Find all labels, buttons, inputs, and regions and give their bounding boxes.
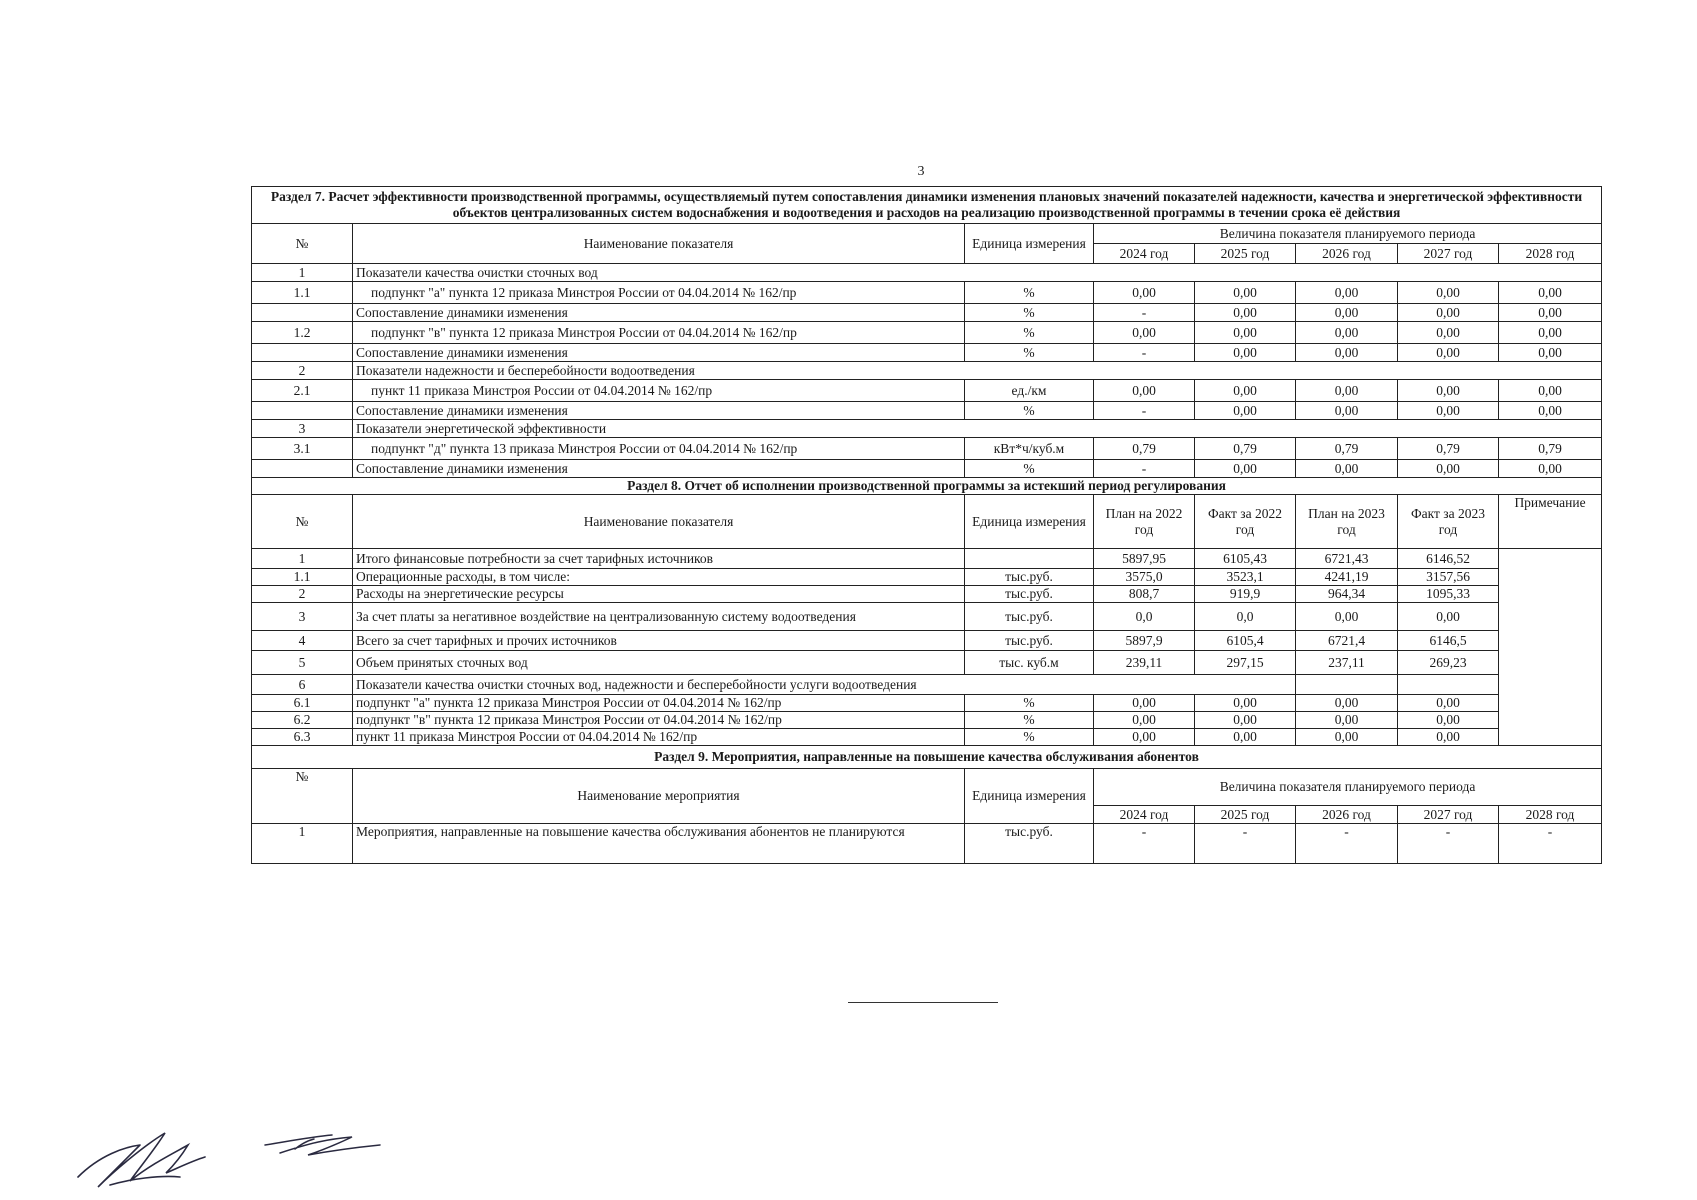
value-cell: 0,00 xyxy=(1195,695,1296,712)
row-number: 3.1 xyxy=(252,438,353,460)
section9-year-2027: 2027 год xyxy=(1398,806,1499,824)
unit-cell: % xyxy=(965,695,1094,712)
section7-row xyxy=(252,420,1602,438)
section8-row xyxy=(252,695,1602,712)
value-cell: 0,00 xyxy=(1398,380,1499,402)
unit-cell: тыс.руб. xyxy=(965,603,1094,631)
value-cell: 239,11 xyxy=(1094,651,1195,675)
value-cell: 0,00 xyxy=(1398,460,1499,478)
value-cell: 0,00 xyxy=(1094,282,1195,304)
section8-row xyxy=(252,549,1602,569)
value-cell: 0,00 xyxy=(1195,712,1296,729)
value-cell: 0,79 xyxy=(1094,438,1195,460)
value-cell: 0,00 xyxy=(1195,322,1296,344)
section8-row xyxy=(252,651,1602,675)
row-number: 1.2 xyxy=(252,322,353,344)
value-cell: - xyxy=(1094,402,1195,420)
section7-row xyxy=(252,264,1602,282)
row-number xyxy=(252,402,353,420)
section8-col-unit: Единица измерения xyxy=(965,495,1094,549)
value-cell: - xyxy=(1094,460,1195,478)
value-cell: 4241,19 xyxy=(1296,569,1398,586)
value-cell: 6105,4 xyxy=(1195,631,1296,651)
unit-cell: % xyxy=(965,304,1094,322)
value-cell: 0,00 xyxy=(1499,304,1602,322)
measure-name: Мероприятия, направленные на повышение качества обслуживания абонентов не планируются xyxy=(353,824,965,864)
value-cell: - xyxy=(1094,824,1195,864)
value-cell: 0,00 xyxy=(1094,380,1195,402)
value-cell: 0,00 xyxy=(1398,402,1499,420)
signature-2 xyxy=(265,1135,380,1155)
section7-title: Раздел 7. Расчет эффективности производственной программы, осуществляемый путем сопоставления динамики изменения плановых значений показателей надежности, качества и энергетической эффективности объектов централизованных систем водоснабжения и водоотведения и расходов на реализацию производственной программы в течении срока её действия xyxy=(252,187,1602,224)
section8-col-plan2022: План на 2022 год xyxy=(1094,495,1195,549)
value-cell: 0,00 xyxy=(1499,380,1602,402)
section9-col-num: № xyxy=(252,769,353,824)
row-number xyxy=(252,304,353,322)
value-cell: 297,15 xyxy=(1195,651,1296,675)
section9-title: Раздел 9. Мероприятия, направленные на повышение качества обслуживания абонентов xyxy=(252,746,1602,769)
value-cell: 0,0 xyxy=(1195,603,1296,631)
value-cell: 3523,1 xyxy=(1195,569,1296,586)
value-cell: 0,00 xyxy=(1195,729,1296,746)
value-cell: 0,00 xyxy=(1195,282,1296,304)
section7-col-unit: Единица измерения xyxy=(965,224,1094,264)
row-number: 6.3 xyxy=(252,729,353,746)
row-number: 6.1 xyxy=(252,695,353,712)
indicator-name: Сопоставление динамики изменения xyxy=(353,402,965,420)
section7-col-num: № xyxy=(252,224,353,264)
value-cell: 0,00 xyxy=(1398,695,1499,712)
unit-cell: тыс.руб. xyxy=(965,631,1094,651)
unit-cell: % xyxy=(965,402,1094,420)
value-cell: 0,79 xyxy=(1296,438,1398,460)
section9-col-unit: Единица измерения xyxy=(965,769,1094,824)
section8-title: Раздел 8. Отчет об исполнении производственной программы за истекший период регулирования xyxy=(252,478,1602,495)
value-cell: 6146,5 xyxy=(1398,631,1499,651)
value-cell: 3157,56 xyxy=(1398,569,1499,586)
value-cell: - xyxy=(1094,304,1195,322)
value-cell: 237,11 xyxy=(1296,651,1398,675)
value-cell: 919,9 xyxy=(1195,586,1296,603)
empty-cell xyxy=(1398,675,1499,695)
indicator-name: подпункт "в" пункта 12 приказа Минстроя России от 04.04.2014 № 162/пр xyxy=(353,712,965,729)
value-cell: 0,00 xyxy=(1398,322,1499,344)
section7-row xyxy=(252,344,1602,362)
value-cell: 6721,43 xyxy=(1296,549,1398,569)
section9-col-name: Наименование мероприятия xyxy=(353,769,965,824)
row-number: 5 xyxy=(252,651,353,675)
section8-col-fact2023: Факт за 2023 год xyxy=(1398,495,1499,549)
section8-table xyxy=(252,478,1602,746)
unit-cell: тыс.руб. xyxy=(965,586,1094,603)
indicator-name: пункт 11 приказа Минстроя России от 04.04.2014 № 162/пр xyxy=(353,729,965,746)
section8-row xyxy=(252,675,1602,695)
unit-cell: % xyxy=(965,729,1094,746)
value-cell: 5897,95 xyxy=(1094,549,1195,569)
section8-row xyxy=(252,586,1602,603)
section7-row xyxy=(252,304,1602,322)
section8-col-fact2022: Факт за 2022 год xyxy=(1195,495,1296,549)
value-cell: 0,00 xyxy=(1296,344,1398,362)
unit-cell: тыс. куб.м xyxy=(965,651,1094,675)
value-cell: 0,00 xyxy=(1195,460,1296,478)
value-cell: 0,00 xyxy=(1398,304,1499,322)
indicator-name: подпункт "а" пункта 12 приказа Минстроя России от 04.04.2014 № 162/пр xyxy=(353,695,965,712)
unit-cell: кВт*ч/куб.м xyxy=(965,438,1094,460)
section9-year-2028: 2028 год xyxy=(1499,806,1602,824)
value-cell: 0,00 xyxy=(1094,729,1195,746)
value-cell: 0,79 xyxy=(1398,438,1499,460)
row-number: 6.2 xyxy=(252,712,353,729)
indicator-name: Операционные расходы, в том числе: xyxy=(353,569,965,586)
section8-row xyxy=(252,712,1602,729)
section7-row xyxy=(252,438,1602,460)
value-cell: 0,00 xyxy=(1499,460,1602,478)
section7-row xyxy=(252,282,1602,304)
value-cell: 0,00 xyxy=(1499,282,1602,304)
value-cell: - xyxy=(1296,824,1398,864)
section7-year-2024: 2024 год xyxy=(1094,244,1195,264)
section7-col-period: Величина показателя планируемого периода xyxy=(1094,224,1602,244)
section8-col-name: Наименование показателя xyxy=(353,495,965,549)
value-cell: 0,79 xyxy=(1195,438,1296,460)
value-cell: 0,00 xyxy=(1094,322,1195,344)
section8-col-plan2023: План на 2023 год xyxy=(1296,495,1398,549)
note-cell xyxy=(1499,549,1602,746)
indicator-name: подпункт "д" пункта 13 приказа Минстроя России от 04.04.2014 № 162/пр xyxy=(353,438,965,460)
section7-row xyxy=(252,460,1602,478)
section7-row xyxy=(252,322,1602,344)
section8-row xyxy=(252,603,1602,631)
section8-header-row xyxy=(252,495,1602,549)
indicator-name: Расходы на энергетические ресурсы xyxy=(353,586,965,603)
value-cell: - xyxy=(1398,824,1499,864)
indicator-name: За счет платы за негативное воздействие на централизованную систему водоотведения xyxy=(353,603,965,631)
unit-cell: % xyxy=(965,712,1094,729)
value-cell: 0,00 xyxy=(1296,282,1398,304)
value-cell: 0,00 xyxy=(1094,712,1195,729)
value-cell: 0,00 xyxy=(1094,695,1195,712)
indicator-group-name: Показатели энергетической эффективности xyxy=(353,420,1602,438)
section8-row xyxy=(252,631,1602,651)
value-cell: 0,0 xyxy=(1094,603,1195,631)
section8-row xyxy=(252,729,1602,746)
empty-cell xyxy=(1296,675,1398,695)
unit-cell: % xyxy=(965,282,1094,304)
section7-table xyxy=(252,187,1602,478)
indicator-name: Сопоставление динамики изменения xyxy=(353,460,965,478)
unit-cell xyxy=(965,549,1094,569)
row-number: 6 xyxy=(252,675,353,695)
indicator-name: Сопоставление динамики изменения xyxy=(353,344,965,362)
unit-cell: % xyxy=(965,322,1094,344)
section7-year-2028: 2028 год xyxy=(1499,244,1602,264)
row-number: 1.1 xyxy=(252,282,353,304)
section9-col-period: Величина показателя планируемого периода xyxy=(1094,769,1602,806)
value-cell: 0,00 xyxy=(1195,380,1296,402)
indicator-group-name: Показатели надежности и бесперебойности водоотведения xyxy=(353,362,1602,380)
value-cell: 0,00 xyxy=(1296,304,1398,322)
indicator-name: Сопоставление динамики изменения xyxy=(353,304,965,322)
row-number: 1.1 xyxy=(252,569,353,586)
row-number: 1 xyxy=(252,549,353,569)
section7-row xyxy=(252,380,1602,402)
section9-year-2024: 2024 год xyxy=(1094,806,1195,824)
section9-row xyxy=(252,824,1602,864)
value-cell: 0,00 xyxy=(1195,402,1296,420)
value-cell: 964,34 xyxy=(1296,586,1398,603)
indicator-name: пункт 11 приказа Минстроя России от 04.04.2014 № 162/пр xyxy=(353,380,965,402)
indicator-group-name: Показатели качества очистки сточных вод xyxy=(353,264,1602,282)
row-number: 2.1 xyxy=(252,380,353,402)
document-table xyxy=(251,186,1602,864)
row-number xyxy=(252,460,353,478)
unit-cell: ед./км xyxy=(965,380,1094,402)
value-cell: 0,00 xyxy=(1296,380,1398,402)
section7-year-2025: 2025 год xyxy=(1195,244,1296,264)
value-cell: 0,79 xyxy=(1499,438,1602,460)
value-cell: 0,00 xyxy=(1398,603,1499,631)
row-number: 2 xyxy=(252,586,353,603)
section9-year-2026: 2026 год xyxy=(1296,806,1398,824)
indicator-group-name: Показатели качества очистки сточных вод, надежности и бесперебойности услуги водоотведения xyxy=(353,675,1296,695)
value-cell: 0,00 xyxy=(1398,344,1499,362)
row-number: 2 xyxy=(252,362,353,380)
value-cell: 0,00 xyxy=(1398,282,1499,304)
unit-cell: тыс.руб. xyxy=(965,569,1094,586)
row-number: 3 xyxy=(252,420,353,438)
value-cell: - xyxy=(1094,344,1195,362)
indicator-name: подпункт "в" пункта 12 приказа Минстроя России от 04.04.2014 № 162/пр xyxy=(353,322,965,344)
value-cell: 0,00 xyxy=(1296,322,1398,344)
indicator-name: подпункт "а" пункта 12 приказа Минстроя России от 04.04.2014 № 162/пр xyxy=(353,282,965,304)
value-cell: - xyxy=(1195,824,1296,864)
value-cell: 0,00 xyxy=(1195,304,1296,322)
section8-row xyxy=(252,569,1602,586)
section8-col-note: Примечание xyxy=(1499,495,1602,549)
value-cell: 6721,4 xyxy=(1296,631,1398,651)
unit-cell: % xyxy=(965,460,1094,478)
value-cell: 5897,9 xyxy=(1094,631,1195,651)
page-number: 3 xyxy=(917,164,925,179)
value-cell: 1095,33 xyxy=(1398,586,1499,603)
indicator-name: Итого финансовые потребности за счет тарифных источников xyxy=(353,549,965,569)
value-cell: 0,00 xyxy=(1195,344,1296,362)
row-number xyxy=(252,344,353,362)
section7-row xyxy=(252,362,1602,380)
section8-col-num: № xyxy=(252,495,353,549)
section9-year-2025: 2025 год xyxy=(1195,806,1296,824)
section7-year-2026: 2026 год xyxy=(1296,244,1398,264)
value-cell: 0,00 xyxy=(1296,729,1398,746)
value-cell: 6105,43 xyxy=(1195,549,1296,569)
value-cell: 0,00 xyxy=(1296,603,1398,631)
section7-year-2027: 2027 год xyxy=(1398,244,1499,264)
indicator-name: Объем принятых сточных вод xyxy=(353,651,965,675)
row-number: 3 xyxy=(252,603,353,631)
value-cell: 0,00 xyxy=(1499,344,1602,362)
value-cell: 0,00 xyxy=(1296,695,1398,712)
section7-col-name: Наименование показателя xyxy=(353,224,965,264)
indicator-name: Всего за счет тарифных и прочих источников xyxy=(353,631,965,651)
value-cell: 0,00 xyxy=(1398,712,1499,729)
value-cell: 0,00 xyxy=(1499,322,1602,344)
value-cell: 6146,52 xyxy=(1398,549,1499,569)
unit-cell: тыс.руб. xyxy=(965,824,1094,864)
section9-table xyxy=(252,746,1602,864)
value-cell: 0,00 xyxy=(1296,402,1398,420)
value-cell: 0,00 xyxy=(1398,729,1499,746)
value-cell: 0,00 xyxy=(1296,712,1398,729)
value-cell: - xyxy=(1499,824,1602,864)
value-cell: 269,23 xyxy=(1398,651,1499,675)
bottom-divider xyxy=(848,1002,998,1003)
row-number: 4 xyxy=(252,631,353,651)
section7-row xyxy=(252,402,1602,420)
handwritten-signatures xyxy=(70,1115,400,1195)
row-number: 1 xyxy=(252,824,353,864)
row-number: 1 xyxy=(252,264,353,282)
unit-cell: % xyxy=(965,344,1094,362)
value-cell: 0,00 xyxy=(1499,402,1602,420)
signature-1 xyxy=(78,1133,205,1187)
value-cell: 0,00 xyxy=(1296,460,1398,478)
value-cell: 808,7 xyxy=(1094,586,1195,603)
value-cell: 3575,0 xyxy=(1094,569,1195,586)
